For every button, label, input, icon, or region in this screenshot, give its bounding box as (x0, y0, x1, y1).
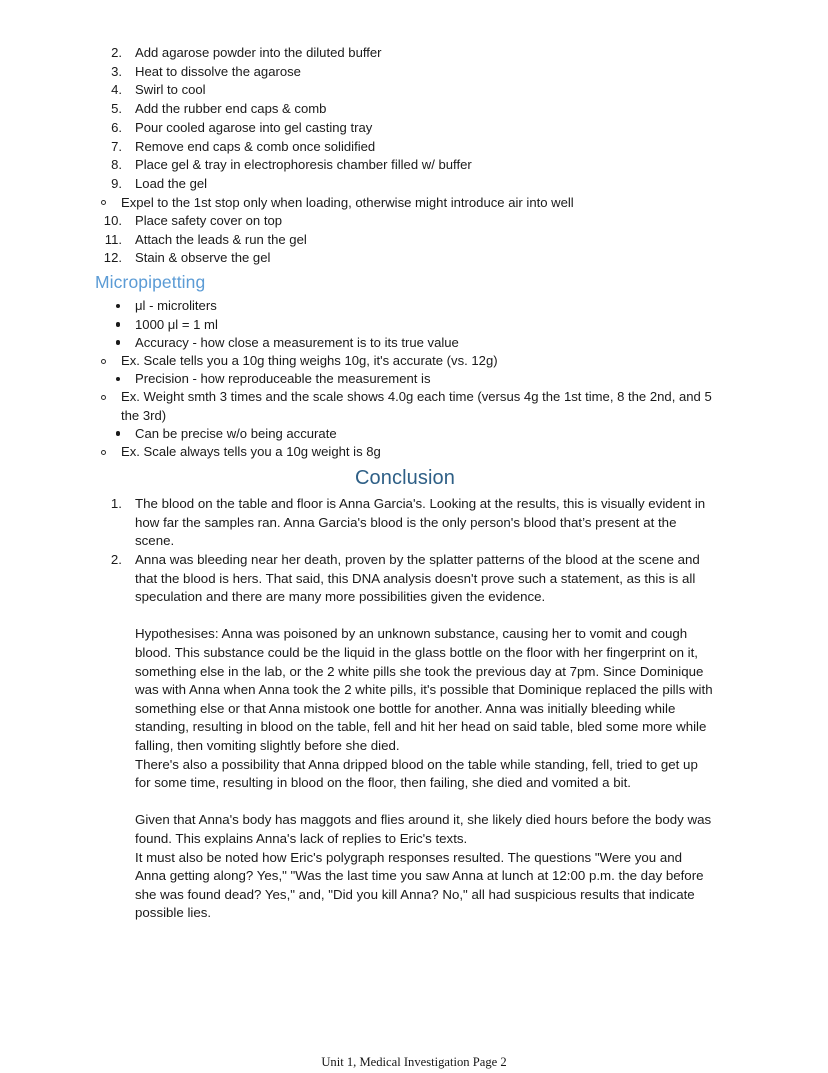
list-item-text: Add the rubber end caps & comb (135, 101, 327, 117)
hollow-bullet-icon (101, 395, 106, 400)
precision-bullet (95, 370, 715, 388)
list-item-number: 2. (111, 45, 122, 60)
list-item-number: 3. (111, 63, 122, 79)
list-item (95, 231, 715, 249)
sub-list-item (95, 443, 715, 461)
precision-example-sublist (95, 388, 715, 424)
conclusion-paragraphs (135, 607, 715, 923)
list-item (95, 119, 715, 137)
list-item-number: 9. (111, 175, 122, 191)
hollow-bullet-icon (101, 450, 106, 455)
solid-bullet-icon (116, 304, 120, 308)
sub-list-item (95, 194, 715, 212)
solid-bullet-icon (116, 431, 120, 435)
procedure-list-continued (95, 212, 715, 268)
list-item (95, 551, 715, 607)
load-gel-sublist (95, 194, 715, 212)
paragraph-spacer (135, 793, 715, 812)
list-item-text: Attach the leads & run the gel (135, 231, 307, 247)
paragraph-maggots-timeline: Given that Anna's body has maggots and flies around it, she likely died hours before the body was found. This explains Anna's lack of replies to Eric's texts. (135, 812, 712, 846)
list-item (95, 249, 715, 267)
list-item-number: 1. (110, 496, 122, 512)
list-item (95, 44, 715, 62)
paragraph-spacer (135, 607, 715, 626)
list-item-text: Place gel & tray in electrophoresis chamber filled w/ buffer (135, 157, 472, 173)
list-item (95, 425, 715, 443)
list-item-text: Heat to dissolve the agarose (135, 63, 301, 79)
list-item-text: Accuracy - how close a measurement is to its true value (135, 334, 459, 350)
precise-example-sublist (95, 443, 715, 461)
list-item-number: 10. (103, 212, 122, 228)
sub-list-item-text: Ex. Scale tells you a 10g thing weighs 10g, it's accurate (vs. 12g) (121, 353, 498, 369)
list-item-text: μl - microliters (135, 298, 217, 314)
list-item-text: Load the gel (135, 175, 208, 191)
paragraph-alternate-possibility: There's also a possibility that Anna dripped blood on the table while standing, fell, tried to get up for some time, resulting in blood on the floor, then failing, she died and vomited a bit. (135, 756, 698, 791)
list-item-text: Stain & observe the gel (135, 250, 271, 266)
list-item-text: Add agarose powder into the diluted buffer (135, 45, 382, 60)
list-item-number: 7. (111, 138, 122, 154)
solid-bullet-icon (116, 377, 120, 381)
hollow-bullet-icon (101, 200, 106, 205)
list-item (95, 370, 715, 388)
sub-list-item (95, 352, 715, 370)
paragraph-hypothesises: Hypothesises: Anna was poisoned by an unknown substance, causing her to vomit and cough blood. This substance could be the liquid in the glass bottle on the floor with her fingerprint on it, something else in the lab, or the 2 white pills she took the previous day at 7pm. Since Dominique was with Anna when Anna took the 2 white pills, it's possible that Dominique replaced the pills with something else or that Anna mistook one bottle for another. Anna was initially bleeding while standing, resulting in blood on the table, fell and hit her head on said table, bled some more while falling, then vomiting slightly before she died. (135, 626, 713, 753)
list-item-number: 11. (104, 231, 122, 247)
sub-list-item-text: Ex. Weight smth 3 times and the scale shows 4.0g each time (versus 4g the 1st time, 8 the 2nd, and 5 the 3rd) (121, 389, 712, 423)
list-item (95, 175, 715, 193)
list-item-number: 12. (103, 250, 122, 266)
section-heading-conclusion: Conclusion (355, 467, 455, 490)
conclusion-list (95, 495, 715, 607)
solid-bullet-icon (116, 322, 120, 326)
list-item-number: 5. (111, 101, 122, 117)
hollow-bullet-icon (101, 359, 106, 364)
sub-list-item-text: Expel to the 1st stop only when loading, otherwise might introduce air into well (121, 194, 574, 210)
micropipetting-bullets (95, 297, 715, 352)
list-item-number: 2. (110, 552, 122, 568)
paragraph-polygraph: It must also be noted how Eric's polygraph responses resulted. The questions "Were you and Anna getting along? Yes," "Was the last time you saw Anna at lunch at 12:00 p.m. the day before she was found dead? Yes," and, "Did you kill Anna? No," all had suspicious results that indicate possible lies. (135, 849, 704, 921)
list-item (95, 81, 715, 99)
list-item (95, 100, 715, 118)
list-item (95, 156, 715, 174)
section-heading-micropipetting: Micropipetting (95, 272, 206, 293)
list-item-text: Place safety cover on top (135, 212, 283, 228)
list-item-number: 4. (111, 82, 122, 98)
solid-bullet-icon (116, 340, 120, 344)
page-footer: Unit 1, Medical Investigation Page 2 (321, 1055, 507, 1069)
accuracy-example-sublist (95, 352, 715, 370)
list-item (95, 495, 715, 551)
list-item (95, 212, 715, 230)
procedure-list (95, 44, 715, 193)
list-item-text: Anna was bleeding near her death, proven by the splatter patterns of the blood at the scene and that the blood is hers. That said, this DNA analysis doesn't prove such a statement, as this is all speculation and there are many more possibilities given the evidence. (135, 552, 700, 605)
list-item-text: The blood on the table and floor is Anna Garcia's. Looking at the results, this is visually evident in how far the samples ran. Anna Garcia's blood is the only person's blood that’s present at the scene. (135, 496, 706, 549)
list-item (95, 334, 715, 352)
precise-without-accurate-bullet (95, 425, 715, 443)
list-item-text: Precision - how reproduceable the measurement is (135, 371, 431, 387)
list-item-text: Remove end caps & comb once solidified (135, 138, 376, 154)
sub-list-item-text: Ex. Scale always tells you a 10g weight is 8g (121, 444, 381, 460)
list-item-number: 8. (111, 157, 122, 173)
list-item (95, 297, 715, 315)
list-item-text: Pour cooled agarose into gel casting tray (135, 119, 373, 135)
list-item-number: 6. (111, 119, 122, 135)
list-item-text: Can be precise w/o being accurate (135, 425, 337, 441)
document-content (95, 44, 715, 923)
sub-list-item (95, 388, 715, 424)
list-item (95, 138, 715, 156)
list-item (95, 63, 715, 81)
list-item (95, 316, 715, 334)
list-item-text: 1000 μl = 1 ml (135, 316, 218, 332)
list-item-text: Swirl to cool (135, 82, 206, 98)
